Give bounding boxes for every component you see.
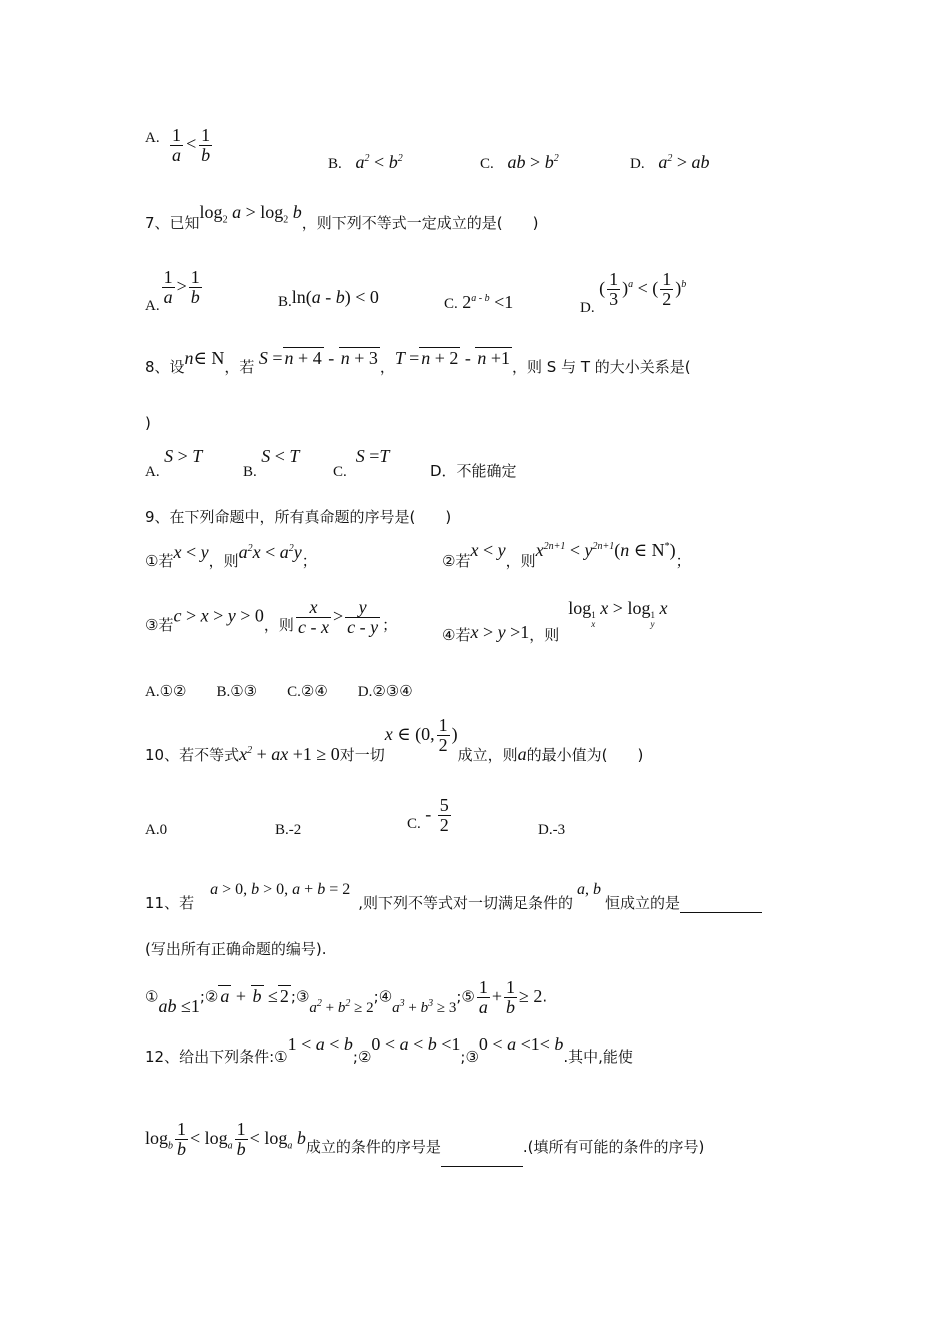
q6-option-c bbox=[480, 152, 559, 173]
formula: $a^2x < a^2y$ bbox=[238, 542, 302, 562]
formula: $\log_2 a > \log_2 b$ bbox=[199, 202, 302, 226]
formula: ln(a - b) < 0 bbox=[291, 287, 379, 307]
item-marker: ⑤ bbox=[461, 987, 475, 1006]
formula: 1 < a < b bbox=[287, 1034, 353, 1054]
formula: $\frac{x}{c - x}$ > $\frac{y}{c - y}$ bbox=[297, 597, 379, 637]
separator: ; bbox=[456, 987, 462, 1006]
prop-text: ，则 bbox=[529, 626, 560, 644]
q10-option-a: A.0 bbox=[145, 822, 168, 838]
q7-option-b bbox=[278, 287, 379, 311]
formula-t: T = n + 2 - n +1 bbox=[394, 348, 511, 368]
formula: x < y bbox=[173, 542, 209, 562]
separator: ; bbox=[199, 987, 205, 1006]
stem-text: 恒成立的是 bbox=[605, 894, 681, 912]
q6-option-a-formula: $\frac{1}{a}$ < $\frac{1}{b}$ bbox=[172, 125, 211, 165]
formula-s: S = n + 4 - n + 3 bbox=[254, 348, 378, 368]
formula: ab > $b^2$ bbox=[498, 152, 559, 172]
option-label: C. bbox=[480, 156, 494, 172]
stem-text: ,则下列不等式对一切满足条件的 bbox=[358, 894, 573, 912]
answer-blank[interactable] bbox=[441, 1146, 523, 1167]
q8-stem bbox=[145, 348, 691, 377]
stem-text: ，则下列不等式一定成立的是( ) bbox=[301, 214, 539, 232]
option-label: A. bbox=[145, 297, 160, 314]
stem-text: 对一切 bbox=[339, 745, 385, 764]
q9-prop-4 bbox=[442, 598, 668, 644]
formula: x < y bbox=[470, 540, 506, 560]
stem-text: .其中,能使 bbox=[563, 1048, 633, 1066]
option-label: B. bbox=[328, 156, 342, 172]
answer-blank[interactable] bbox=[680, 892, 762, 913]
prop-text: ； bbox=[675, 552, 691, 570]
q7-option-a bbox=[145, 267, 204, 314]
formula: S < T bbox=[256, 446, 300, 466]
item-marker: ③ bbox=[295, 987, 310, 1006]
q12-stem bbox=[145, 1034, 633, 1066]
q12-line2 bbox=[145, 1120, 704, 1159]
option-label: C. bbox=[407, 815, 421, 832]
q11-note: (写出所有正确命题的编号). bbox=[145, 940, 327, 958]
stem-text: ;② bbox=[352, 1048, 372, 1066]
stem-text: ，若 bbox=[224, 358, 255, 376]
q7-option-d bbox=[580, 269, 687, 316]
stem-text: ， bbox=[379, 358, 395, 376]
q8-option-a bbox=[145, 446, 203, 480]
formula: - $\frac{5}{2}$ bbox=[420, 795, 449, 835]
formula: x ∈ (0, $\frac{1}{2}$ ) bbox=[384, 715, 458, 755]
formula: $x^2$ + ax +1 ≥ 0 bbox=[239, 743, 340, 764]
prop-text: ； bbox=[382, 615, 398, 634]
q9-prop-2 bbox=[442, 540, 691, 570]
q10-option-c bbox=[407, 796, 453, 835]
fraction: $\frac{1}{b}$ bbox=[201, 125, 211, 165]
stem-text: 7、已知 bbox=[145, 214, 200, 232]
option-label: D. bbox=[580, 299, 595, 316]
option-label: C. bbox=[444, 296, 458, 312]
formula: $\log_b$ $\frac{1}{b}$ < $\log_a$ $\frac{1}{b}$ < $\log_a b$ bbox=[145, 1119, 306, 1159]
formula: 0 < a < b <1 bbox=[371, 1034, 461, 1054]
q9-prop-3 bbox=[145, 598, 397, 637]
q10-option-d: D.-3 bbox=[538, 822, 566, 838]
prop-text: ，则 bbox=[263, 615, 294, 634]
q6-option-b bbox=[328, 152, 403, 173]
formula: $a^2 + b^2 \ge 2$ bbox=[309, 997, 374, 1016]
item-marker: ④ bbox=[378, 987, 393, 1006]
formula: a bbox=[517, 743, 527, 764]
formula: ab ≤1 bbox=[158, 995, 200, 1016]
prop-text: ④若 bbox=[442, 626, 471, 644]
formula: S =T bbox=[346, 446, 390, 466]
stem-text: ;③ bbox=[460, 1048, 479, 1066]
formula: a > 0, b > 0, a + b = 2 bbox=[194, 881, 351, 898]
separator: ; bbox=[290, 987, 296, 1006]
stem-text: 8、设 bbox=[145, 358, 185, 376]
q8-option-d: D．不能确定 bbox=[430, 462, 517, 480]
prop-text: ； bbox=[301, 552, 317, 570]
formula: $\frac{1}{a}$ + $\frac{1}{b}$ ≥ 2 bbox=[478, 977, 543, 1017]
q9-options: A.①② B.①③ C.②④ D.②③④ bbox=[145, 684, 413, 700]
formula: $\frac{1}{a}$ > $\frac{1}{b}$ bbox=[163, 267, 200, 307]
formula: c > x > y > 0 bbox=[173, 605, 264, 626]
stem-text: 的最小值为( ) bbox=[526, 745, 644, 764]
q10-option-b: B.-2 bbox=[275, 822, 302, 838]
q8-option-c bbox=[333, 446, 390, 480]
stem-text: 成立的条件的序号是 bbox=[305, 1137, 441, 1156]
q7-stem bbox=[145, 202, 539, 236]
q11-items bbox=[145, 978, 547, 1017]
prop-text: ，则 bbox=[505, 552, 536, 570]
option-label: D. bbox=[630, 156, 645, 172]
option-label: B. bbox=[278, 294, 292, 310]
q9-prop-1 bbox=[145, 542, 317, 570]
formula: $\log_{1 x} x > \log_{1 y} x$ bbox=[559, 598, 668, 629]
option-label: A. bbox=[145, 130, 160, 146]
formula: x > y >1 bbox=[470, 622, 530, 642]
q7-option-c bbox=[444, 292, 513, 313]
stem-text: 10、若不等式 bbox=[145, 745, 240, 764]
formula: $x^{2n+1} < y^{2n+1}(n$ ∈ N*) bbox=[535, 540, 676, 560]
option-label: B. bbox=[243, 464, 257, 480]
option-label: C. bbox=[333, 464, 347, 480]
option-label: A. bbox=[145, 464, 160, 480]
q8-option-b bbox=[243, 446, 300, 480]
formula: 0 < a <1< b bbox=[478, 1034, 564, 1054]
stem-text: .(填所有可能的条件的序号) bbox=[522, 1137, 705, 1156]
q11-stem bbox=[145, 878, 762, 912]
prop-text: ①若 bbox=[145, 552, 174, 570]
fraction: $\frac{1}{a}$ bbox=[172, 125, 181, 165]
item-marker: ② bbox=[204, 987, 219, 1006]
formula: a + b ≤ 2 bbox=[220, 985, 289, 1006]
stem-text: ，则 S 与 T 的大小关系是( bbox=[512, 358, 691, 376]
stem-text: 11、若 bbox=[145, 894, 195, 912]
q10-stem bbox=[145, 715, 644, 764]
item-marker: ① bbox=[145, 987, 159, 1006]
formula: n∈ N bbox=[184, 348, 225, 368]
q6-option-d bbox=[630, 152, 710, 173]
stem-text: 成立，则 bbox=[457, 745, 518, 764]
formula: $a^3 + b^3 \ge 3$ bbox=[392, 997, 457, 1016]
q8-stem-close: ) bbox=[145, 414, 151, 432]
prop-text: ③若 bbox=[145, 615, 174, 634]
formula: ( $\frac{1}{3}$ )$^a$ < ( $\frac{1}{2}$ )$^b$ bbox=[594, 269, 687, 309]
separator: ; bbox=[373, 987, 379, 1006]
end-mark: . bbox=[542, 987, 548, 1006]
prop-text: ②若 bbox=[442, 552, 471, 570]
formula: a, b bbox=[573, 881, 605, 898]
formula: $2^{a - b} <1$ bbox=[457, 292, 514, 312]
q9-stem: 9、在下列命题中，所有真命题的序号是( ) bbox=[145, 508, 452, 526]
stem-text: 12、给出下列条件:① bbox=[145, 1048, 288, 1066]
formula: $a^2$ > ab bbox=[649, 152, 710, 172]
formula: S > T bbox=[159, 446, 203, 466]
formula: $a^2 < b^2$ bbox=[346, 152, 403, 172]
prop-text: ，则 bbox=[208, 552, 239, 570]
q6-option-a bbox=[145, 128, 160, 147]
